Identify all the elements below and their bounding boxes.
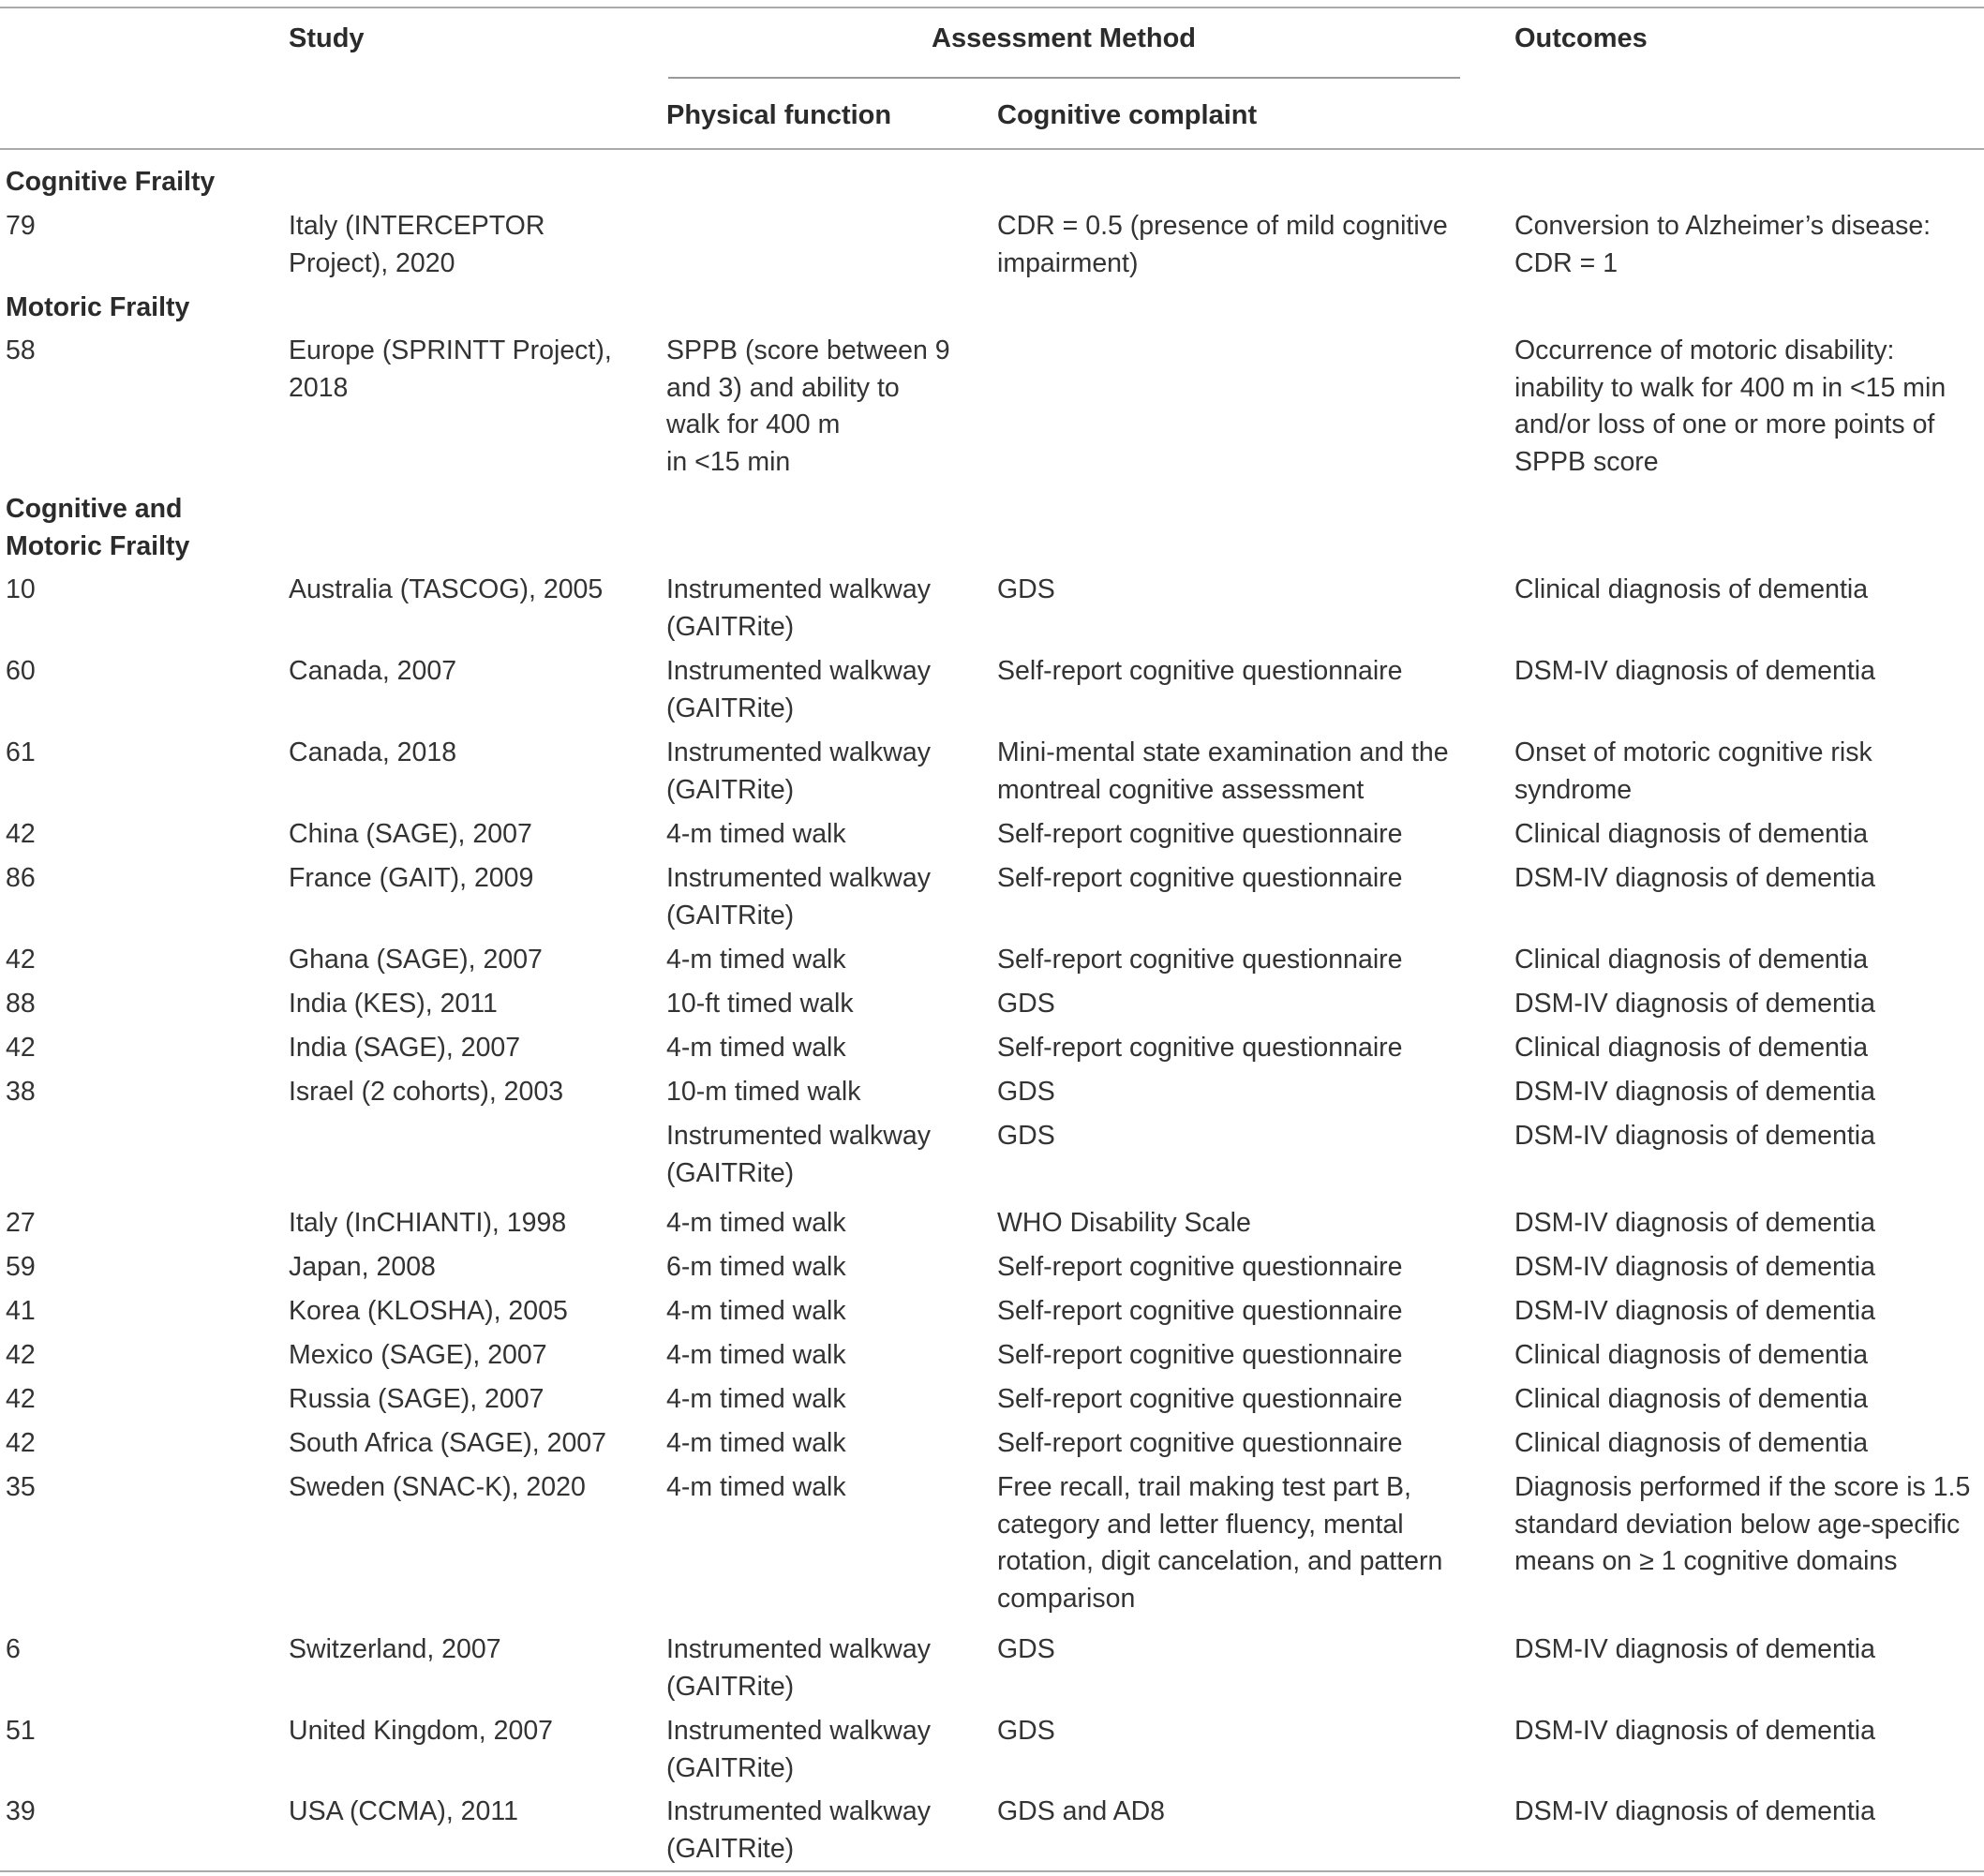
row-cognitive-complaint: Self-report cognitive questionnaire xyxy=(997,1340,1403,1370)
row-study: South Africa (SAGE), 2007 xyxy=(289,1428,607,1458)
header-outcomes: Outcomes xyxy=(1514,23,1648,53)
row-outcome: Clinical diagnosis of dementia xyxy=(1514,1033,1869,1063)
row-outcome: DSM-IV diagnosis of dementia xyxy=(1514,863,1875,893)
row-physical-function: Instrumented walkway (GAITRite) xyxy=(666,656,931,723)
row-cognitive-complaint: Self-report cognitive questionnaire xyxy=(997,1384,1403,1414)
row-cognitive-complaint: GDS and AD8 xyxy=(997,1796,1166,1826)
row-ref: 60 xyxy=(6,656,36,686)
row-ref: 59 xyxy=(6,1252,36,1282)
row-physical-function: 4-m timed walk xyxy=(666,819,846,849)
row-study: Mexico (SAGE), 2007 xyxy=(289,1340,547,1370)
row-outcome: DSM-IV diagnosis of dementia xyxy=(1514,1077,1875,1107)
row-physical-function: 10-ft timed walk xyxy=(666,989,854,1019)
row-cognitive-complaint: Self-report cognitive questionnaire xyxy=(997,945,1403,975)
row-study: Sweden (SNAC-K), 2020 xyxy=(289,1472,586,1502)
row-cognitive-complaint: Self-report cognitive questionnaire xyxy=(997,1428,1403,1458)
row-cognitive-complaint: Mini-mental state examination and the montreal cognitive assessment xyxy=(997,737,1449,805)
row-ref: 35 xyxy=(6,1472,36,1502)
row-study: Ghana (SAGE), 2007 xyxy=(289,945,543,975)
row-study: Israel (2 cohorts), 2003 xyxy=(289,1077,564,1107)
row-physical-function: Instrumented walkway (GAITRite) xyxy=(666,1121,931,1188)
row-cognitive-complaint: Free recall, trail making test part B, category and letter fluency, mental rotation, digit cancelation, and pattern comparison xyxy=(997,1472,1443,1614)
row-outcome: DSM-IV diagnosis of dementia xyxy=(1514,1208,1875,1238)
row-outcome: Clinical diagnosis of dementia xyxy=(1514,1340,1869,1370)
row-physical-function: Instrumented walkway (GAITRite) xyxy=(666,1796,931,1864)
row-cognitive-complaint: Self-report cognitive questionnaire xyxy=(997,863,1403,893)
row-ref: 41 xyxy=(6,1296,36,1326)
row-ref: 42 xyxy=(6,1428,36,1458)
row-physical-function: 4-m timed walk xyxy=(666,945,846,975)
row-ref: 42 xyxy=(6,945,36,975)
row-outcome: Clinical diagnosis of dementia xyxy=(1514,1384,1869,1414)
row-study: Switzerland, 2007 xyxy=(289,1634,501,1664)
row-ref: 10 xyxy=(6,574,36,604)
table-bottom-rule xyxy=(0,1870,1984,1872)
row-study: France (GAIT), 2009 xyxy=(289,863,534,893)
row-outcome: DSM-IV diagnosis of dementia xyxy=(1514,1634,1875,1664)
row-cognitive-complaint: GDS xyxy=(997,1634,1055,1664)
row-physical-function: Instrumented walkway (GAITRite) xyxy=(666,737,931,805)
section-title: Cognitive Frailty xyxy=(6,167,216,197)
row-outcome: Clinical diagnosis of dementia xyxy=(1514,574,1869,604)
row-outcome: Occurrence of motoric disability: inability to walk for 400 m in <15 min and/or loss of one or more points of SPPB score xyxy=(1514,335,1947,477)
row-cognitive-complaint: Self-report cognitive questionnaire xyxy=(997,656,1403,686)
row-outcome: DSM-IV diagnosis of dementia xyxy=(1514,1121,1875,1151)
row-study: Korea (KLOSHA), 2005 xyxy=(289,1296,568,1326)
row-ref: 42 xyxy=(6,819,36,849)
row-study: India (SAGE), 2007 xyxy=(289,1033,521,1063)
row-study: Russia (SAGE), 2007 xyxy=(289,1384,544,1414)
row-study: USA (CCMA), 2011 xyxy=(289,1796,518,1826)
row-study: Europe (SPRINTT Project), 2018 xyxy=(289,335,612,403)
row-outcome: Clinical diagnosis of dementia xyxy=(1514,819,1869,849)
row-study: Canada, 2018 xyxy=(289,737,457,767)
row-outcome: Diagnosis performed if the score is 1.5 standard deviation below age-specific means on ≥ 1 cognitive domains xyxy=(1514,1472,1971,1576)
row-ref: 42 xyxy=(6,1384,36,1414)
row-physical-function: Instrumented walkway (GAITRite) xyxy=(666,1716,931,1783)
row-physical-function: 4-m timed walk xyxy=(666,1208,846,1238)
row-outcome: Conversion to Alzheimer’s disease: CDR = 1 xyxy=(1514,211,1932,278)
row-ref: 39 xyxy=(6,1796,36,1826)
row-physical-function: 4-m timed walk xyxy=(666,1384,846,1414)
row-physical-function: 4-m timed walk xyxy=(666,1296,846,1326)
row-physical-function: 4-m timed walk xyxy=(666,1428,846,1458)
row-cognitive-complaint: GDS xyxy=(997,1716,1055,1746)
row-cognitive-complaint: GDS xyxy=(997,574,1055,604)
row-cognitive-complaint: WHO Disability Scale xyxy=(997,1208,1251,1238)
row-ref: 58 xyxy=(6,335,36,365)
header-cognitive-complaint: Cognitive complaint xyxy=(997,100,1258,130)
row-outcome: DSM-IV diagnosis of dementia xyxy=(1514,1796,1875,1826)
row-study: Japan, 2008 xyxy=(289,1252,436,1282)
row-cognitive-complaint: GDS xyxy=(997,989,1055,1019)
row-ref: 27 xyxy=(6,1208,36,1238)
row-outcome: DSM-IV diagnosis of dementia xyxy=(1514,1252,1875,1282)
row-study: China (SAGE), 2007 xyxy=(289,819,532,849)
row-study: Canada, 2007 xyxy=(289,656,457,686)
row-ref: 88 xyxy=(6,989,36,1019)
row-ref: 51 xyxy=(6,1716,36,1746)
row-physical-function: SPPB (score between 9 and 3) and ability to walk for 400 m in <15 min xyxy=(666,335,950,477)
row-cognitive-complaint: Self-report cognitive questionnaire xyxy=(997,1033,1403,1063)
row-physical-function: Instrumented walkway (GAITRite) xyxy=(666,574,931,642)
row-cognitive-complaint: GDS xyxy=(997,1077,1055,1107)
row-cognitive-complaint: Self-report cognitive questionnaire xyxy=(997,1252,1403,1282)
row-study: India (KES), 2011 xyxy=(289,989,498,1019)
row-outcome: DSM-IV diagnosis of dementia xyxy=(1514,1296,1875,1326)
row-study: Italy (InCHIANTI), 1998 xyxy=(289,1208,567,1238)
row-ref: 38 xyxy=(6,1077,36,1107)
row-cognitive-complaint: GDS xyxy=(997,1121,1055,1151)
section-title: Motoric Frailty xyxy=(6,292,190,322)
row-outcome: Onset of motoric cognitive risk syndrome xyxy=(1514,737,1872,805)
row-outcome: DSM-IV diagnosis of dementia xyxy=(1514,989,1875,1019)
row-ref: 42 xyxy=(6,1033,36,1063)
row-cognitive-complaint: CDR = 0.5 (presence of mild cognitive impairment) xyxy=(997,211,1448,278)
row-study: United Kingdom, 2007 xyxy=(289,1716,554,1746)
row-cognitive-complaint: Self-report cognitive questionnaire xyxy=(997,819,1403,849)
row-outcome: DSM-IV diagnosis of dementia xyxy=(1514,1716,1875,1746)
section-title: Cognitive and Motoric Frailty xyxy=(6,494,190,561)
row-physical-function: 6-m timed walk xyxy=(666,1252,846,1282)
header-study: Study xyxy=(289,23,365,53)
header-physical-function: Physical function xyxy=(666,100,892,130)
header-assessment-method: Assessment Method xyxy=(932,23,1197,53)
row-ref: 61 xyxy=(6,737,36,767)
row-physical-function: 4-m timed walk xyxy=(666,1033,846,1063)
row-study: Italy (INTERCEPTOR Project), 2020 xyxy=(289,211,545,278)
row-study: Australia (TASCOG), 2005 xyxy=(289,574,604,604)
row-physical-function: 4-m timed walk xyxy=(666,1472,846,1502)
row-ref: 86 xyxy=(6,863,36,893)
row-ref: 79 xyxy=(6,211,36,241)
row-physical-function: Instrumented walkway (GAITRite) xyxy=(666,863,931,931)
row-physical-function: Instrumented walkway (GAITRite) xyxy=(666,1634,931,1702)
row-ref: 42 xyxy=(6,1340,36,1370)
row-physical-function: 4-m timed walk xyxy=(666,1340,846,1370)
row-outcome: Clinical diagnosis of dementia xyxy=(1514,1428,1869,1458)
row-physical-function: 10-m timed walk xyxy=(666,1077,861,1107)
row-outcome: Clinical diagnosis of dementia xyxy=(1514,945,1869,975)
row-cognitive-complaint: Self-report cognitive questionnaire xyxy=(997,1296,1403,1326)
row-ref: 6 xyxy=(6,1634,21,1664)
row-outcome: DSM-IV diagnosis of dementia xyxy=(1514,656,1875,686)
